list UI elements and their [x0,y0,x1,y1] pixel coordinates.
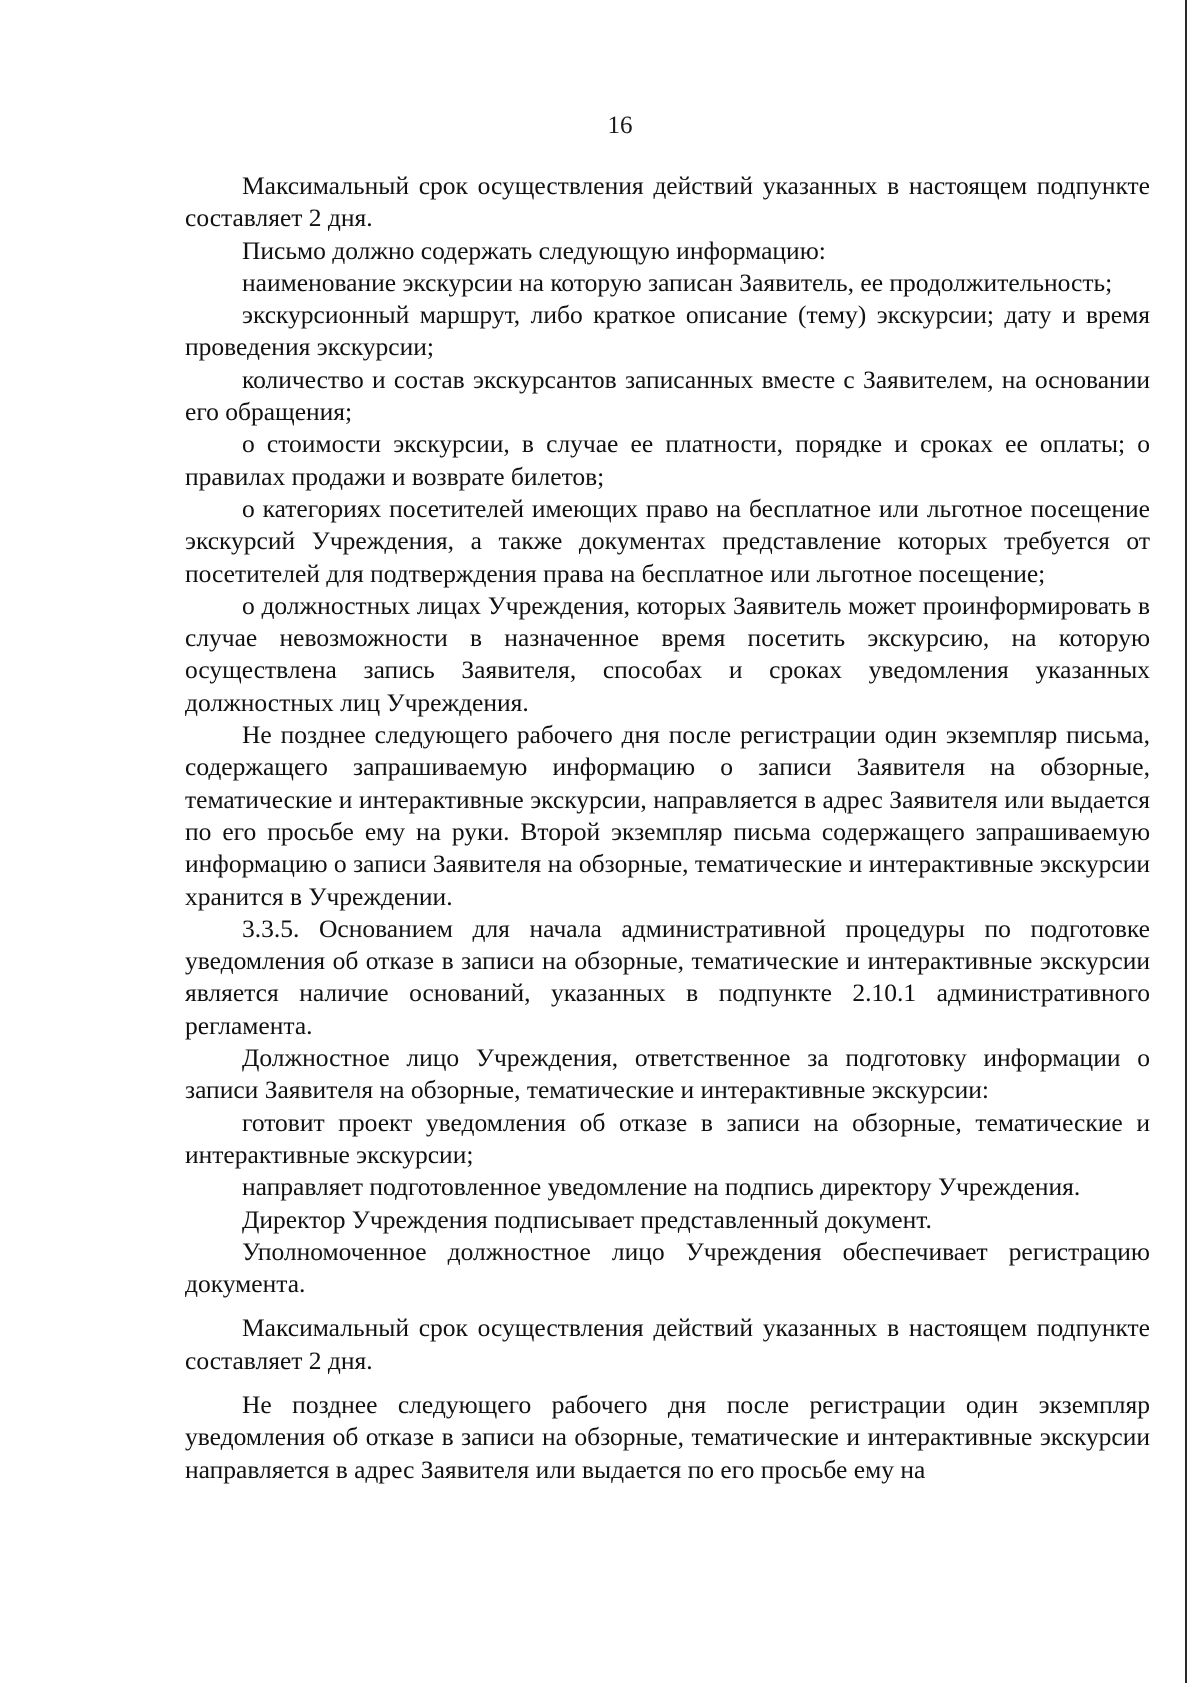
paragraph-cost: о стоимости экскурсии, в случае ее платности, порядке и сроках ее оплаты; о правилах продажи и возврате билетов; [185,429,1150,491]
paragraph-prepares-draft: готовит проект уведомления об отказе в записи на обзорные, тематические и интерактивные экскурсии; [185,1107,1150,1169]
paragraph-visitors-count: количество и состав экскурсантов записанных вместе с Заявителем, на основании его обращения; [185,364,1150,427]
paragraph-sends-for-signature: направляет подготовленное уведомление на подпись директору Учреждения. [242,1172,1081,1202]
paragraph-letter-content: Письмо должно содержать следующую информацию: [242,235,826,265]
paragraph-officials: о должностных лицах Учреждения, которых Заявитель может проинформировать в случае невозможности в назначенное время посетить экскурсию, на которую осуществлена запись Заявителя, способах и сроках уведомления указанных должностных лиц Учреждения. [185,590,1150,717]
paragraph-letter-delivery: Не позднее следующего рабочего дня после регистрации один экземпляр письма, содержащего запрашиваемую информацию о записи Заявителя на обзорные, тематические и интерактивные экскурсии, направляется в адрес Заявителя или выдается по его просьбе ему на руки. Второй экземпляр письма содержащего запрашиваемую информацию о записи Заявителя на обзорные, тематические и интерактивные экскурсии хранится в Учреждении. [185,720,1150,911]
paragraph-excursion-name: наименование экскурсии на которую записан Заявитель, ее продолжительность; [242,267,1113,297]
page-number: 16 [607,112,633,139]
paragraph-categories: о категориях посетителей имеющих право на бесплатное или льготное посещение экскурсий Учреждения, а также документах представление которых требуется от посетителей для подтверждения права на бесплатное или льготное посещение; [185,493,1150,588]
paragraph-max-term: Максимальный срок осуществления действий указанных в настоящем подпункте составляет 2 дня. [185,171,1150,233]
document-body [185,170,1150,1486]
page-edge-line [1185,0,1187,1683]
paragraph-max-term-2: Максимальный срок осуществления действий указанных в настоящем подпункте составляет 2 дня. [185,1313,1150,1375]
paragraph-responsible-official: Должностное лицо Учреждения, ответственное за подготовку информации о записи Заявителя на обзорные, тематические и интерактивные экскурсии: [185,1043,1150,1105]
paragraph-refusal-delivery: Не позднее следующего рабочего дня после регистрации один экземпляр уведомления об отказе в записи на обзорные, тематические и интерактивные экскурсии направляется в адрес Заявителя или выдается по его просьбе ему на [185,1389,1150,1484]
paragraph-route: экскурсионный маршрут, либо краткое описание (тему) экскурсии; дату и время проведения экскурсии; [185,300,1150,362]
paragraph-section-3-3-5: 3.3.5. Основанием для начала административной процедуры по подготовке уведомления об отказе в записи на обзорные, тематические и интерактивные экскурсии является наличие оснований, указанных в подпункте 2.10.1 административного регламента. [185,913,1150,1040]
paragraph-director-signs: Директор Учреждения подписывает представленный документ. [242,1204,932,1234]
paragraph-registration: Уполномоченное должностное лицо Учреждения обеспечивает регистрацию документа. [185,1236,1150,1299]
